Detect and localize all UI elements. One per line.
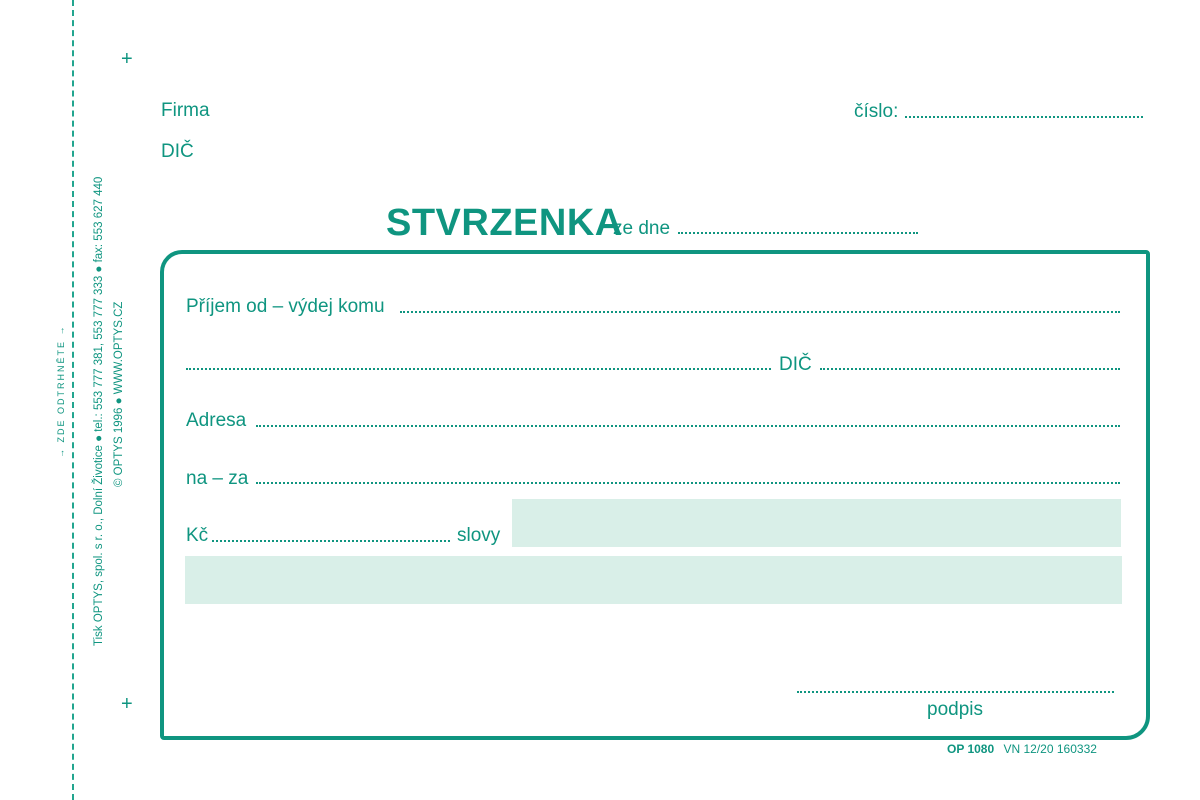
form-version: VN 12/20 160332 bbox=[1003, 742, 1097, 756]
kc-field[interactable] bbox=[212, 540, 450, 542]
tear-off-label: → ZDE ODTRHNĚTE → bbox=[56, 324, 66, 458]
name-continuation-field[interactable] bbox=[186, 368, 771, 370]
footer-code bbox=[947, 742, 1097, 756]
date-label: ze dne bbox=[613, 218, 671, 239]
form-dic-field[interactable] bbox=[820, 368, 1120, 370]
slovy-field-second-line[interactable] bbox=[185, 556, 1122, 604]
header-dic-label: DIČ bbox=[161, 141, 194, 162]
slovy-label: slovy bbox=[457, 525, 501, 546]
podpis-label: podpis bbox=[927, 699, 983, 720]
adresa-label: Adresa bbox=[186, 410, 247, 431]
cislo-label: číslo: bbox=[854, 101, 899, 122]
prijem-label: Příjem od – výdej komu bbox=[186, 296, 385, 317]
kc-label: Kč bbox=[186, 525, 209, 546]
adresa-field[interactable] bbox=[256, 425, 1120, 427]
firma-label: Firma bbox=[161, 100, 210, 121]
naza-field[interactable] bbox=[256, 482, 1120, 484]
document-title: STVRZENKA bbox=[386, 202, 623, 244]
cislo-field[interactable] bbox=[905, 116, 1143, 118]
prijem-field[interactable] bbox=[400, 311, 1120, 313]
form-dic-label: DIČ bbox=[779, 354, 812, 375]
registration-mark-top: + bbox=[121, 48, 133, 70]
tear-off-line bbox=[72, 0, 74, 800]
printer-imprint: Tisk OPTYS, spol. s r. o., Dolní Životice ● tel.: 553 777 381, 553 777 333 ● fax: 553 627 440 bbox=[93, 176, 105, 646]
printer-copyright: © OPTYS 1996 ● WWW.OPTYS.CZ bbox=[113, 301, 125, 487]
naza-label: na – za bbox=[186, 468, 249, 489]
registration-mark-bottom: + bbox=[121, 693, 133, 715]
receipt-frame bbox=[160, 250, 1150, 740]
form-code: OP 1080 bbox=[947, 742, 995, 756]
slovy-field[interactable] bbox=[512, 499, 1121, 547]
signature-field[interactable] bbox=[797, 691, 1114, 693]
date-field[interactable] bbox=[678, 232, 918, 234]
